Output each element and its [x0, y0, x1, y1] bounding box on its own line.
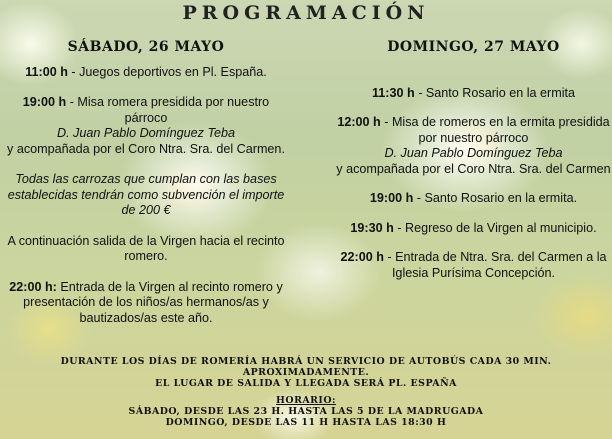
- saturday-column: [2, 40, 290, 341]
- bus-schedule: [0, 395, 612, 428]
- time: 22:00 h:: [9, 279, 57, 294]
- event-text: Entrada de la Virgen al recinto romero y presentación de los niños/as hermanos/as y bautizados/as este año.: [23, 279, 283, 325]
- sunday-heading: DOMINGO, 27 MAYO: [387, 39, 560, 55]
- priest-name: D. Juan Pablo Domínguez Teba: [384, 146, 563, 160]
- page-title: PROGRAMACIÓN: [182, 2, 430, 24]
- event-text-2: y acompañada por el Coro Ntra. Sra. del Carmen.: [7, 141, 285, 156]
- sunday-item-1: [335, 86, 612, 102]
- schedule-saturday: SÁBADO, DESDE LAS 23 H. HASTA LAS 5 DE LA MADRUGADA: [128, 406, 484, 417]
- saturday-item-1: [2, 65, 290, 81]
- time: 22:00 h: [340, 250, 384, 264]
- time: 19:00 h: [369, 191, 414, 205]
- event-text: - Misa romera presidida por nuestro párroco: [66, 95, 270, 125]
- schedule-sunday: DOMINGO, DESDE LAS 11 H HASTA LAS 18:30 H: [165, 417, 447, 428]
- event-text: - Juegos deportivos en Pl. España.: [67, 64, 267, 79]
- sunday-item-4: [335, 221, 612, 237]
- sunday-item-2: [335, 115, 612, 177]
- event-text: - Entrada de Ntra. Sra. del Carmen a la Iglesia Purísima Concepción.: [383, 250, 607, 280]
- time: 11:00 h: [25, 64, 68, 79]
- saturday-heading: SÁBADO, 26 MAYO: [67, 39, 225, 55]
- event-text: - Santo Rosario en la ermita.: [413, 191, 578, 205]
- event-text-2: y acompañada por el Coro Ntra. Sra. del Carmen: [336, 161, 611, 176]
- subsidy-note: [2, 172, 290, 219]
- departure-note: A continuación salida de la Virgen hacia el recinto romero.: [7, 233, 285, 263]
- bus-notice-line-2: EL LUGAR DE SALIDA Y LLEGADA SERÁ PL. ESPAÑA: [155, 378, 457, 389]
- priest-name: D. Juan Pablo Domínguez Teba: [56, 126, 236, 140]
- event-text: - Misa de romeros en la ermita presidida por nuestro párroco: [380, 115, 610, 145]
- saturday-item-last: [2, 280, 290, 327]
- saturday-item-2: [2, 95, 290, 157]
- time: 11:30 h: [371, 85, 415, 100]
- bus-notice: [0, 356, 612, 389]
- event-text: - Santo Rosario en la ermita: [414, 85, 575, 100]
- subsidy-note-text: Todas las carrozas que cumplan con las bases establecidas tendrán como subvención el importe de 200 €: [7, 172, 285, 217]
- time: 19:30 h: [350, 220, 394, 235]
- bus-notice-line-1: DURANTE LOS DÍAS DE ROMERÍA HABRÁ UN SERVICIO DE AUTOBÚS CADA 30 MIN. APROXIMADAMENTE.: [60, 356, 552, 378]
- sunday-item-5: [335, 250, 612, 281]
- schedule-heading: HORARIO:: [276, 395, 336, 406]
- time: 19:00 h: [22, 95, 67, 109]
- sunday-item-3: [335, 191, 612, 207]
- time: 12:00 h: [337, 115, 381, 129]
- event-text: - Regreso de la Virgen al municipio.: [393, 220, 597, 235]
- sunday-column: [335, 40, 612, 295]
